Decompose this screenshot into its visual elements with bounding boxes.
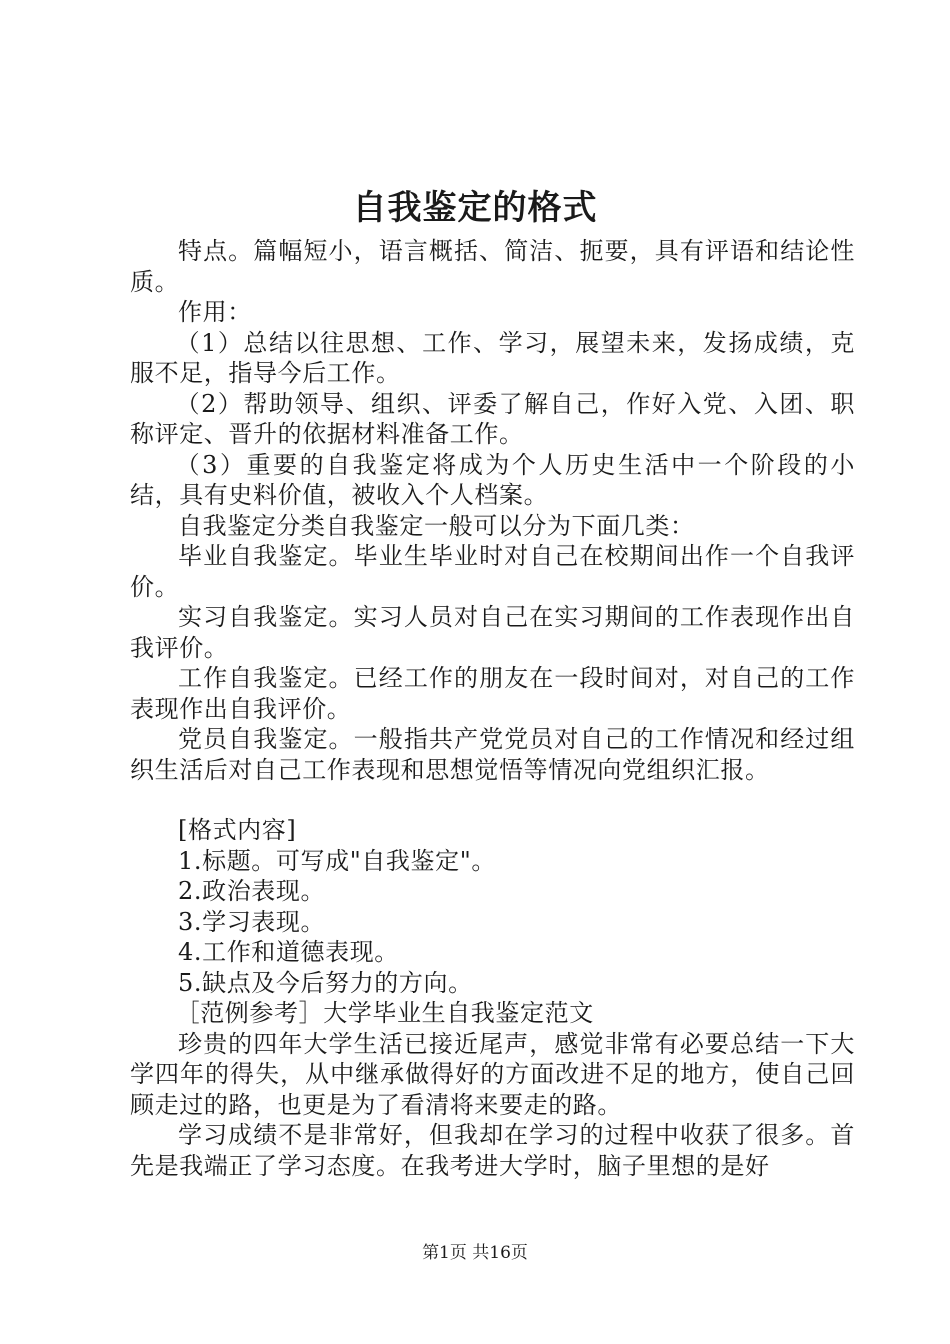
list-item-title: 1.标题。可写成"自我鉴定"。 (178, 846, 496, 875)
list-item-shortcomings: 5.缺点及今后努力的方向。 (178, 968, 473, 997)
section-example-heading: ［范例参考］大学毕业生自我鉴定范文 (175, 999, 594, 1027)
section-format-contents: [格式内容] (178, 816, 297, 844)
paragraph-party-member: 党员自我鉴定。一般指共产党党员对自己的工作情况和经过组织生活后对自己工作表现和思想觉悟等情况向党组织汇报。 (130, 725, 855, 784)
list-item-study: 3.学习表现。 (178, 907, 326, 936)
document-body (130, 236, 855, 1181)
paragraph-purpose-2: （2）帮助领导、组织、评委了解自己，作好入党、入团、职称评定、晋升的依据材料准备工作。 (130, 389, 855, 448)
list-item-work-ethics: 4.工作和道德表现。 (178, 938, 399, 966)
paragraph-categories: 自我鉴定分类自我鉴定一般可以分为下面几类： (178, 511, 695, 540)
paragraph-features: 特点。篇幅短小，语言概括、简洁、扼要，具有评语和结论性质。 (130, 237, 855, 296)
paragraph-graduation: 毕业自我鉴定。毕业生毕业时对自己在校期间出作一个自我评价。 (130, 542, 855, 601)
paragraph-purpose-heading: 作用： (178, 298, 252, 326)
list-item-political: 2.政治表现。 (178, 877, 326, 905)
paragraph-internship: 实习自我鉴定。实习人员对自己在实习期间的工作表现作出自我评价。 (130, 603, 855, 662)
document-title: 自我鉴定的格式 (352, 188, 598, 228)
paragraph-purpose-1: （1）总结以往思想、工作、学习，展望未来，发扬成绩，克服不足，指导今后工作。 (130, 328, 855, 387)
page-footer: 第1页 共16页 (422, 1243, 528, 1263)
paragraph-example-study: 学习成绩不是非常好，但我却在学习的过程中收获了很多。首先是我端正了学习态度。在我考进大学时，脑子里想的是好 (130, 1121, 855, 1180)
paragraph-work: 工作自我鉴定。已经工作的朋友在一段时间对，对自己的工作表现作出自我评价。 (130, 664, 855, 723)
paragraph-example-intro: 珍贵的四年大学生活已接近尾声，感觉非常有必要总结一下大学四年的得失，从中继承做得好的方面改进不足的地方，使自己回顾走过的路，也更是为了看清将来要走的路。 (130, 1029, 855, 1119)
paragraph-purpose-3: （3）重要的自我鉴定将成为个人历史生活中一个阶段的小结，具有史料价值，被收入个人档案。 (130, 450, 855, 509)
